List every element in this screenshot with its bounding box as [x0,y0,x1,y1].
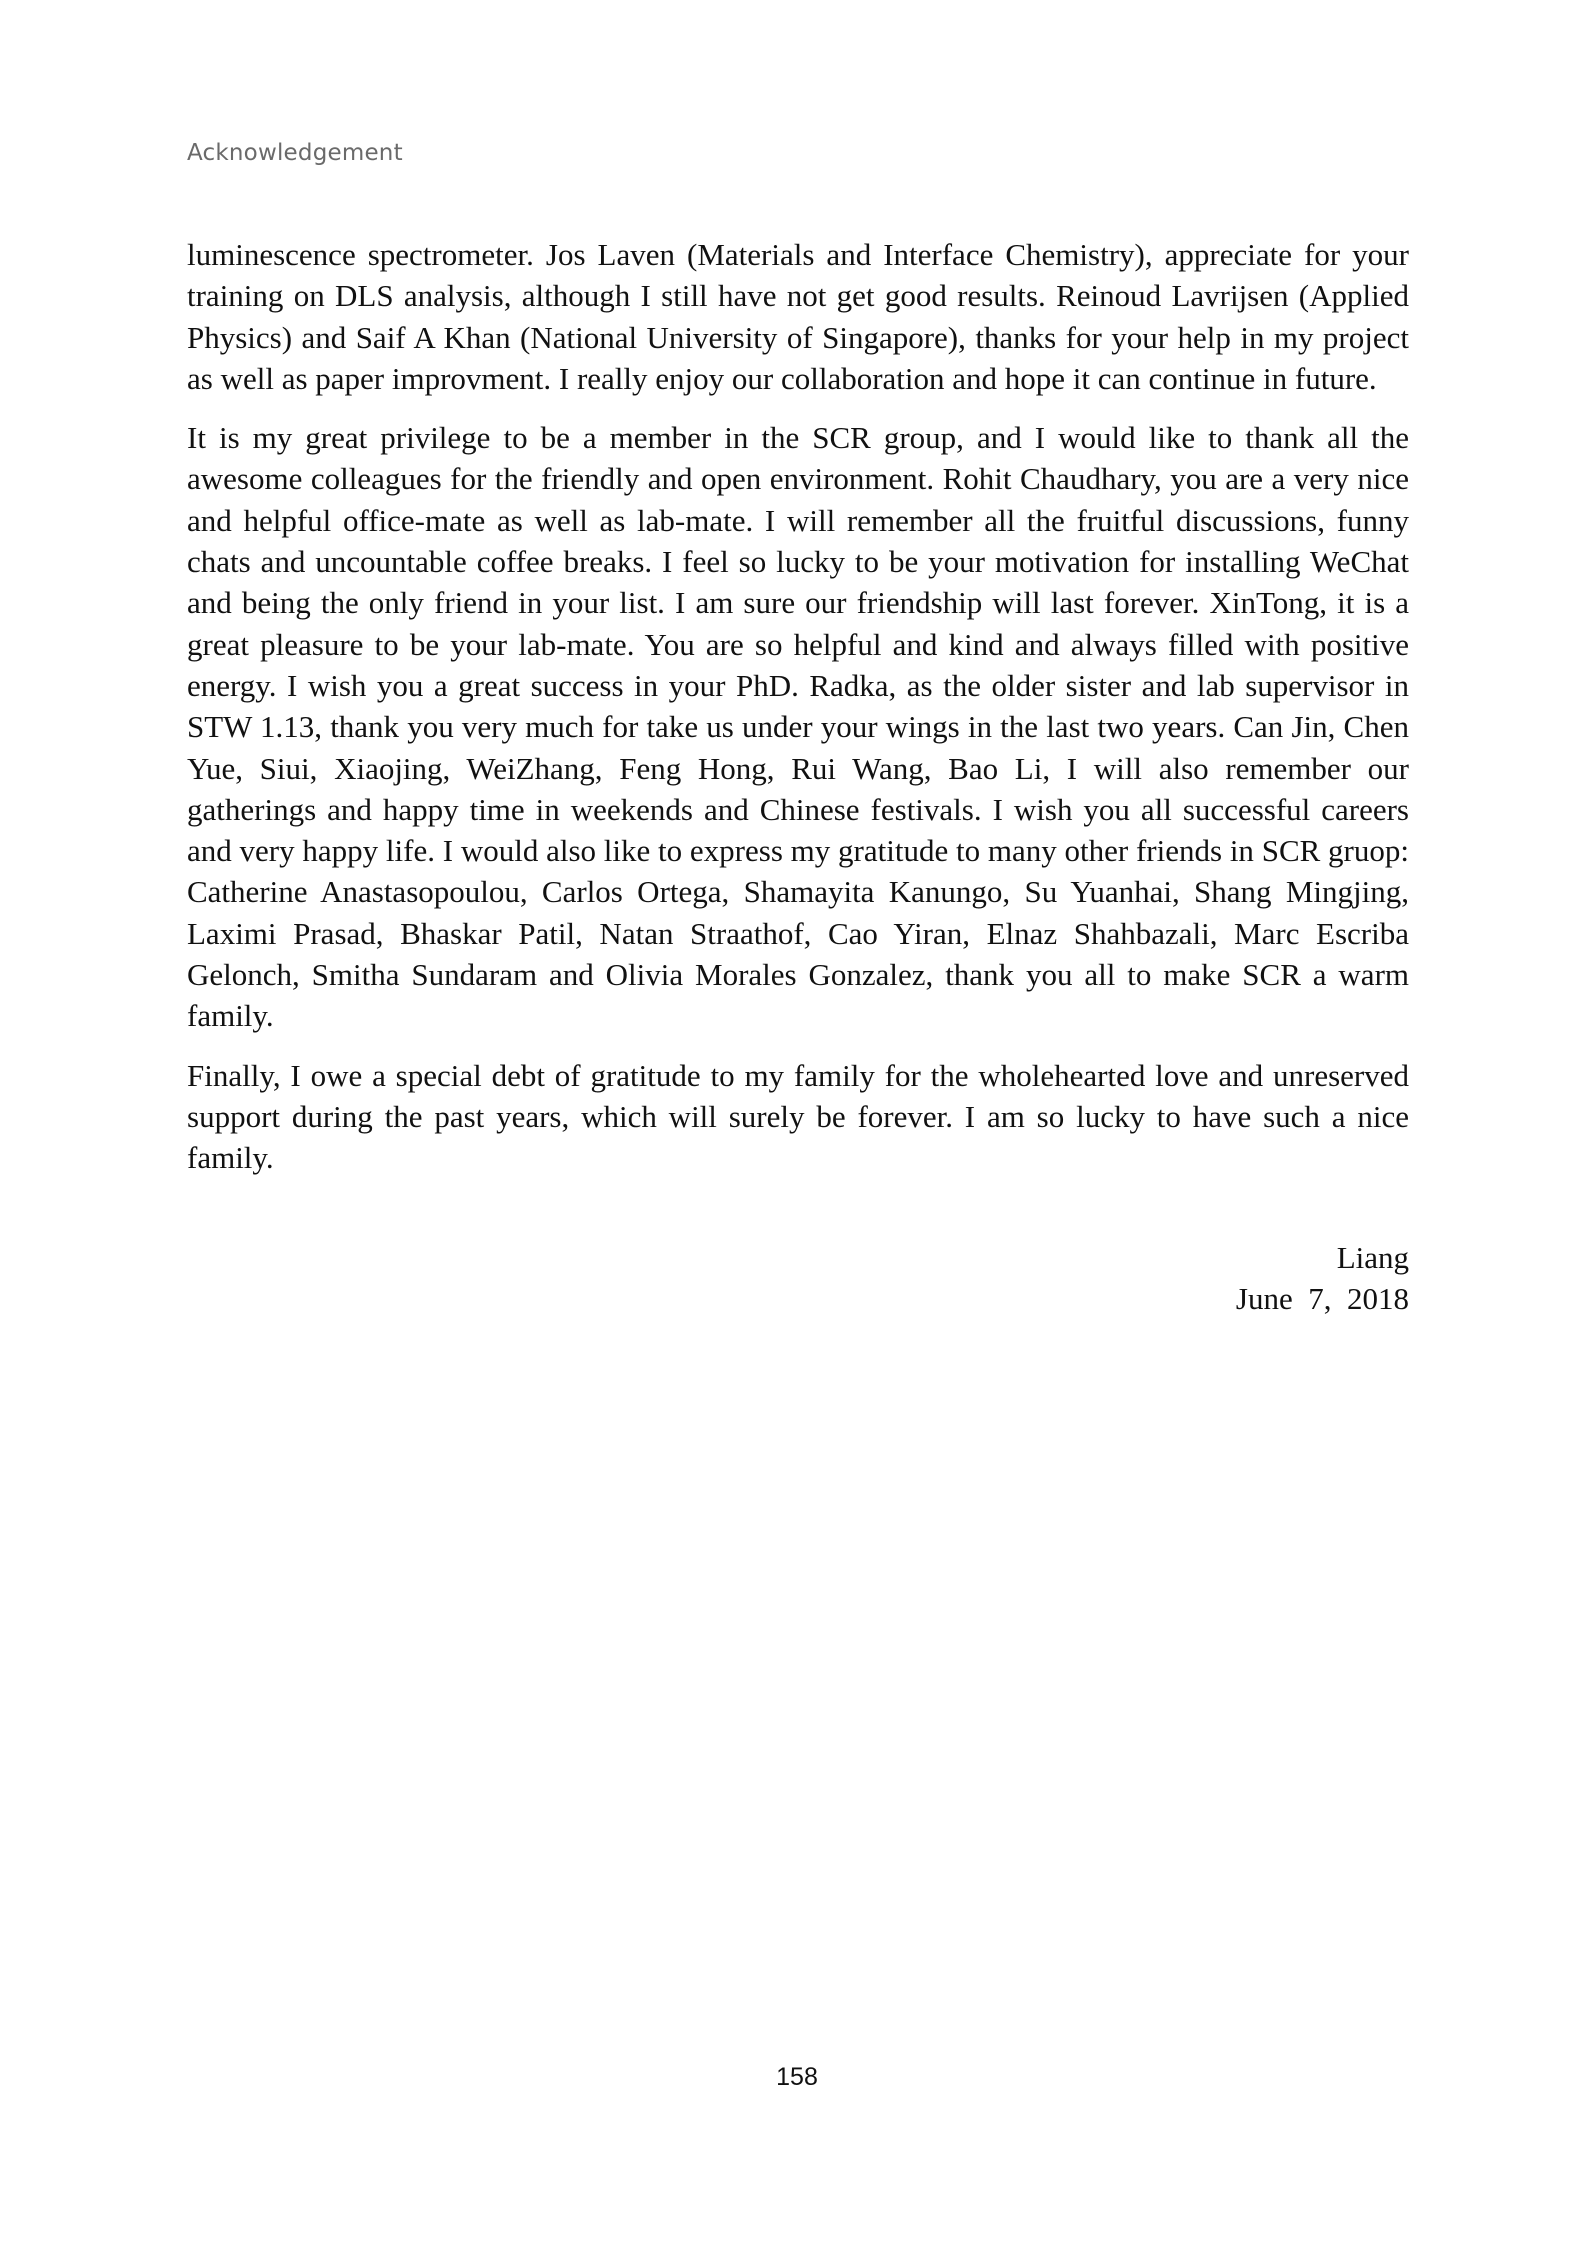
signature-date: June 7, 2018 [1235,1281,1409,1317]
paragraph-scr-group: It is my great privilege to be a member in the SCR group, and I would like to thank all the awesome colleagues for the friendly and open environment. Rohit Chaudhary, you are a very nice and helpful office-mate as well as lab-mate. I will remember all the fruitful discussions, funny chats and uncountable coffee breaks. I feel so lucky to be your motivation for installing WeChat and being the only friend in your list. I am sure our friendship will last forever. XinTong, it is a great pleasure to be your lab-mate. You are so helpful and kind and always filled with positive energy. I wish you a great success in your PhD. Radka, as the older sister and lab supervisor in STW 1.13, thank you very much for take us under your wings in the last two years. Can Jin, Chen Yue, Siui, Xiaojing, WeiZhang, Feng Hong, Rui Wang, Bao Li, I will also remember our gatherings and happy time in weekends and Chinese festivals. I wish you all successful careers and very happy life. I would also like to express my gratitude to many other friends in SCR gruop: Catherine Anastasopoulou, Carlos Ortega, Shamayita Kanungo, Su Yuanhai, Shang Mingjing, Laximi Prasad, Bhaskar Patil, Natan Straathof, Cao Yiran, Elnaz Shahbazali, Marc Escriba Gelonch, Smitha Sundaram and Olivia Morales Gonzalez, thank you all to make SCR a warm family. [187,420,1409,1034]
page-number: 158 [776,2063,818,2091]
acknowledgement-body [187,234,1409,1197]
running-header: Acknowledgement [187,140,403,166]
paragraph-family: Finally, I owe a special debt of gratitude to my family for the wholehearted love and unreserved support during the past years, which will surely be forever. I am so lucky to have such a nice family. [187,1057,1409,1176]
signature-block [187,1237,1409,1320]
paragraph-collaborators: luminescence spectrometer. Jos Laven (Materials and Interface Chemistry), appreciate for your training on DLS analysis, although I still have not get good results. Reinoud Lavrijsen (Applied Physics) and Saif A Khan (National University of Singapore), thanks for your help in my project as well as paper improvment. I really enjoy our collaboration and hope it can continue in future. [187,237,1409,396]
signature-name: Liang [1336,1240,1409,1275]
